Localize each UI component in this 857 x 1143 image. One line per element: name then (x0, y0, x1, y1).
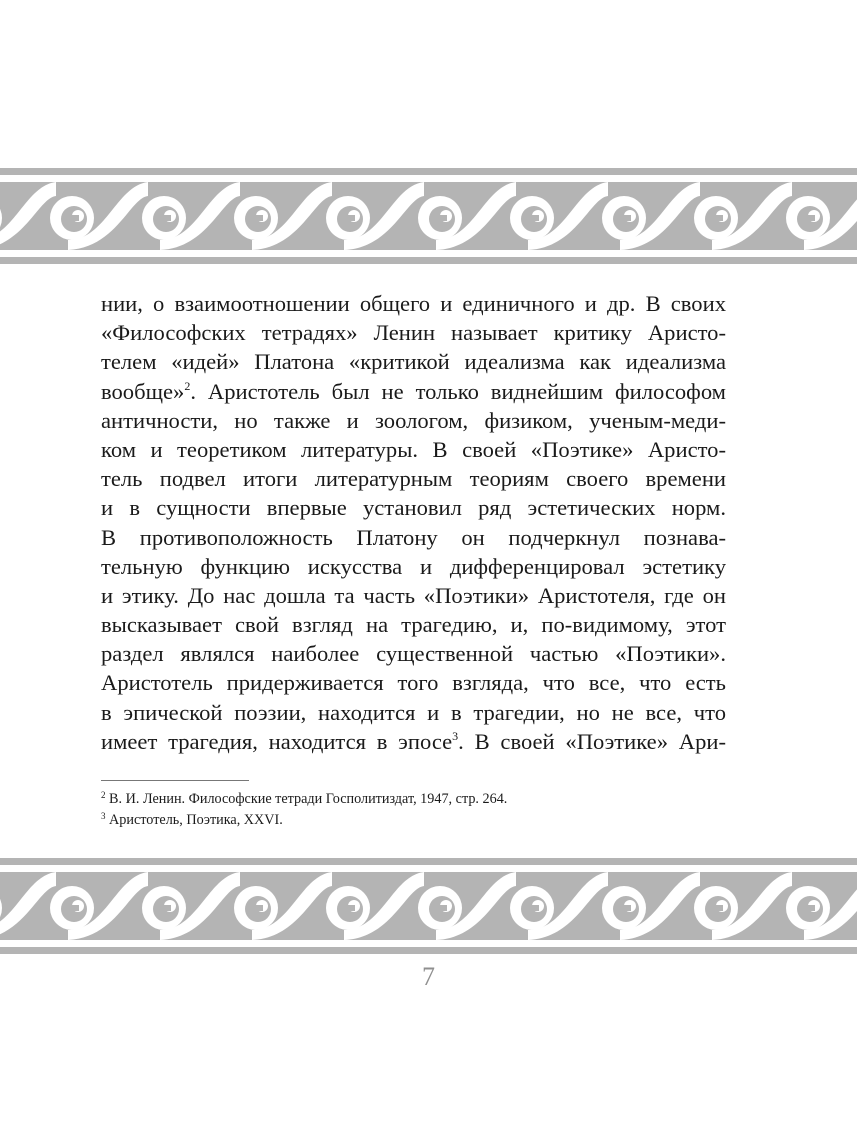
wave-spiral-gap (623, 215, 631, 221)
wave-spiral-gap (715, 905, 723, 911)
text-line: тель подвел итоги литературным теориям своего времени (101, 466, 726, 492)
ornament-rule (0, 858, 857, 865)
text-line: нии, о взаимоотношении общего и единичного и др. В своих (101, 291, 726, 316)
text-line: В противоположность Платону он подчеркнул познава- (101, 524, 726, 550)
text-run: имеет трагедия, находится в эпосе (101, 728, 453, 754)
text-line: и в сущности впервые установил ряд эстетических норм. (101, 495, 726, 521)
text-run: вообще» (101, 378, 185, 404)
wave-spiral-gap (255, 215, 263, 221)
wave-spiral-gap (163, 905, 171, 911)
ornament-rule (0, 168, 857, 175)
page-number: 7 (422, 962, 435, 991)
wave-spiral-gap (807, 215, 815, 221)
wave-spiral-gap (439, 215, 447, 221)
text-line: высказывает свой взгляд на трагедию, и, по-видимому, этот (101, 612, 726, 638)
wave-spiral-gap (623, 905, 631, 911)
wave-ornament-top (0, 162, 857, 270)
wave-spiral-gap (255, 905, 263, 911)
footnote-text: В. И. Ленин. Философские тетради Госполитиздат, 1947, стр. 264. (105, 791, 508, 807)
wave-spiral-gap (531, 215, 539, 221)
footnote-ref: 3 (452, 728, 459, 743)
wave-ornament-bottom (0, 852, 857, 960)
wave-spiral-gap (531, 905, 539, 911)
text-line: Аристотель придерживается того взгляда, что все, что есть (101, 670, 726, 696)
footnote-mark: 3 (101, 811, 106, 821)
text-line: античности, но также и зоологом, физиком, ученым-меди- (101, 407, 726, 433)
ornament-rule (0, 947, 857, 954)
text-line (101, 727, 726, 756)
footnote-ref: 2 (184, 378, 191, 393)
text-line: «Философских тетрадях» Ленин называет критику Аристо- (101, 320, 726, 346)
wave-spiral-gap (715, 215, 723, 221)
wave-spiral-gap (347, 215, 355, 221)
wave-spiral-gap (71, 215, 79, 221)
body-text (101, 289, 726, 756)
footnote-separator (101, 780, 249, 781)
wave-spiral-gap (347, 905, 355, 911)
footnote (101, 789, 726, 810)
footnote-mark: 2 (101, 790, 106, 800)
text-line: ком и теоретиком литературы. В своей «Поэтике» Аристо- (101, 436, 726, 462)
text-run: . Аристотель был не только виднейшим философом (190, 378, 726, 404)
text-line (101, 377, 726, 406)
text-line: телем «идей» Платона «критикой идеализма как идеализма (101, 349, 726, 375)
footnote (101, 810, 726, 831)
wave-spiral-gap (163, 215, 171, 221)
text-line: в эпической поэзии, находится и в трагедии, но не все, что (101, 699, 726, 725)
text-line: раздел являлся наиболее существенной частью «Поэтики». (101, 641, 726, 667)
footnote-text: Аристотель, Поэтика, XXVI. (105, 812, 283, 828)
footnotes (101, 789, 726, 831)
wave-spiral-gap (71, 905, 79, 911)
text-run: . В своей «Поэтике» Ари- (458, 728, 726, 754)
wave-spiral-gap (439, 905, 447, 911)
text-line: и этику. До нас дошла та часть «Поэтики» Аристотеля, где он (101, 582, 726, 608)
wave-spiral-gap (807, 905, 815, 911)
text-line: тельную функцию искусства и дифференцировал эстетику (101, 553, 726, 579)
ornament-rule (0, 257, 857, 264)
